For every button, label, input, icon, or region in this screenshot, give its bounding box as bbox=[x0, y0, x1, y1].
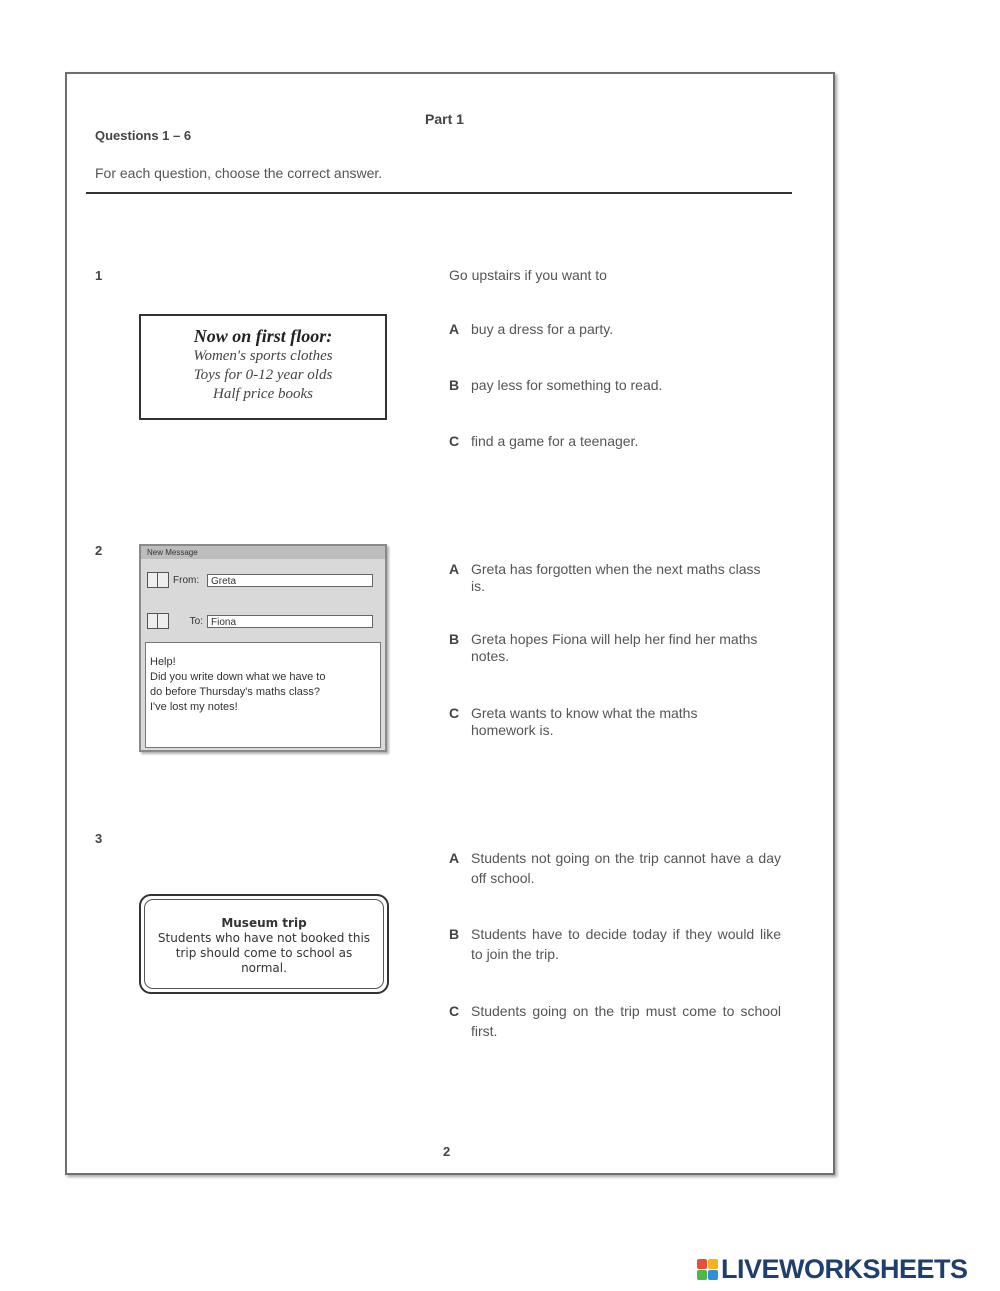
option-letter: B bbox=[449, 926, 460, 942]
option-text: Students not going on the trip cannot have a day off school. bbox=[471, 850, 781, 886]
option-letter: B bbox=[449, 377, 460, 393]
question-1-option-a[interactable] bbox=[449, 321, 789, 338]
address-book-icon bbox=[147, 613, 169, 629]
notice-line: Students who have not booked this bbox=[157, 931, 371, 945]
option-text: Students going on the trip must come to school first. bbox=[471, 1003, 781, 1039]
option-letter: A bbox=[449, 850, 460, 866]
question-2-number: 2 bbox=[95, 543, 103, 558]
notice-line: Women's sports clothes bbox=[193, 348, 333, 364]
question-1-option-b[interactable] bbox=[449, 377, 789, 394]
option-letter: C bbox=[449, 433, 460, 449]
question-1-stem: Go upstairs if you want to bbox=[449, 267, 607, 283]
question-1-number: 1 bbox=[95, 268, 103, 283]
question-3-option-a[interactable] bbox=[449, 848, 789, 888]
question-1-notice bbox=[139, 314, 387, 420]
question-3-number: 3 bbox=[95, 831, 103, 846]
email-body-line: I've lost my notes! bbox=[150, 701, 238, 713]
notice-line: Half price books bbox=[213, 386, 313, 402]
option-letter: B bbox=[449, 631, 460, 647]
option-letter: C bbox=[449, 705, 460, 721]
email-window-title: New Message bbox=[141, 546, 385, 559]
question-2-option-c[interactable] bbox=[449, 705, 789, 739]
question-2-email bbox=[139, 544, 387, 752]
part-title: Part 1 bbox=[425, 111, 464, 127]
email-body-line: Help! bbox=[150, 656, 176, 668]
option-text: Greta hopes Fiona will help her find her maths notes. bbox=[471, 631, 758, 664]
option-text: find a game for a teenager. bbox=[471, 433, 639, 449]
liveworksheets-logo[interactable] bbox=[697, 1254, 968, 1285]
question-1-option-c[interactable] bbox=[449, 433, 789, 450]
question-2-option-a[interactable] bbox=[449, 561, 789, 595]
logo-square bbox=[697, 1270, 707, 1280]
notice-line: trip should come to school as bbox=[175, 946, 353, 960]
email-to-label: To: bbox=[189, 615, 203, 627]
questions-range: Questions 1 – 6 bbox=[95, 128, 192, 143]
email-to-field: Fiona bbox=[207, 615, 373, 628]
question-3-option-b[interactable] bbox=[449, 924, 789, 964]
logo-square bbox=[697, 1259, 707, 1269]
question-3-notice bbox=[139, 894, 389, 994]
page-number: 2 bbox=[443, 1144, 451, 1159]
header-divider bbox=[86, 192, 792, 194]
option-letter: A bbox=[449, 561, 460, 577]
notice-title: Museum trip bbox=[221, 916, 307, 930]
notice-headline: Now on first floor: bbox=[193, 326, 333, 346]
notice-inner-border bbox=[144, 899, 384, 989]
notice-line: normal. bbox=[241, 961, 287, 975]
option-text: Students have to decide today if they would like to join the trip. bbox=[471, 926, 781, 962]
worksheet-page bbox=[65, 72, 835, 1175]
email-body-line: Did you write down what we have to bbox=[150, 671, 326, 683]
option-letter: C bbox=[449, 1003, 460, 1019]
email-from-field: Greta bbox=[207, 574, 373, 587]
brand-name: LIVEWORKSHEETS bbox=[721, 1254, 968, 1284]
option-text: buy a dress for a party. bbox=[471, 321, 614, 337]
logo-square bbox=[708, 1270, 718, 1280]
email-body bbox=[145, 642, 381, 748]
logo-square bbox=[708, 1259, 718, 1269]
email-body-line: do before Thursday's maths class? bbox=[150, 686, 321, 698]
option-text: Greta has forgotten when the next maths class is. bbox=[471, 561, 761, 594]
instructions: For each question, choose the correct answer. bbox=[95, 165, 383, 181]
email-from-row bbox=[147, 572, 373, 588]
question-3-option-c[interactable] bbox=[449, 1001, 789, 1041]
liveworksheets-logo-icon bbox=[697, 1259, 718, 1280]
question-2-option-b[interactable] bbox=[449, 631, 789, 665]
notice-line: Toys for 0-12 year olds bbox=[193, 367, 333, 383]
address-book-icon bbox=[147, 572, 169, 588]
option-text: Greta wants to know what the maths homework is. bbox=[471, 705, 698, 738]
option-letter: A bbox=[449, 321, 460, 337]
email-to-row bbox=[147, 613, 373, 629]
email-from-label: From: bbox=[173, 574, 200, 586]
option-text: pay less for something to read. bbox=[471, 377, 663, 393]
